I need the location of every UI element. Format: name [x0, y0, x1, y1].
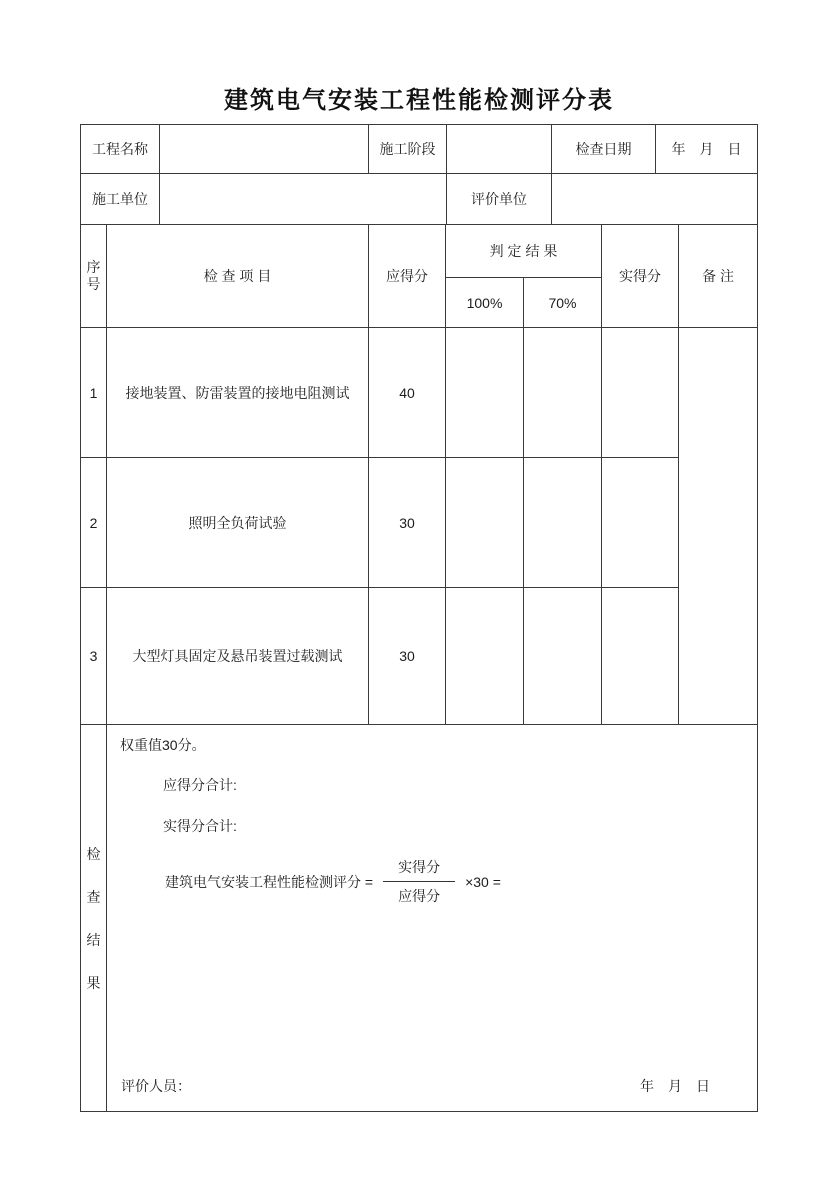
stage-field — [447, 125, 552, 174]
info-row-2 — [81, 174, 758, 225]
project-name-label: 工程名称 — [81, 125, 160, 174]
construction-unit-field — [160, 174, 447, 225]
expected-total-label: 应得分合计: — [163, 777, 237, 793]
inspection-result-section — [80, 724, 758, 1112]
row-actual-score-cell — [602, 588, 679, 725]
result-label-char-3: 结 — [86, 931, 101, 948]
col-header-index — [81, 225, 107, 328]
col-header-judgement-100: 100% — [446, 278, 524, 328]
inspection-result-content — [107, 725, 757, 1111]
row-judgement-70-cell — [524, 328, 602, 458]
result-label-char-1: 检 — [86, 845, 101, 862]
formula-suffix: ×30 = — [465, 873, 501, 890]
row-expected-score: 30 — [369, 458, 446, 588]
row-judgement-100-cell — [446, 328, 524, 458]
stage-label: 施工阶段 — [369, 125, 447, 174]
formula-prefix: 建筑电气安装工程性能检测评分 = — [165, 873, 374, 890]
remark-merged-cell — [679, 328, 758, 725]
inspection-result-label — [81, 725, 107, 1111]
evaluation-unit-field — [552, 174, 758, 225]
project-name-field — [160, 125, 369, 174]
evaluation-unit-label: 评价单位 — [447, 174, 552, 225]
row-item: 照明全负荷试验 — [107, 458, 369, 588]
row-index: 1 — [81, 328, 107, 458]
check-date-label: 检查日期 — [552, 125, 656, 174]
row-actual-score-cell — [602, 458, 679, 588]
evaluator-label: 评价人员： — [121, 1078, 191, 1094]
row-item: 大型灯具固定及悬吊装置过载测试 — [107, 588, 369, 725]
row-judgement-70-cell — [524, 588, 602, 725]
col-header-judgement-70: 70% — [524, 278, 602, 328]
evaluation-date: 年 月 日 — [640, 1078, 710, 1094]
row-judgement-100-cell — [446, 588, 524, 725]
score-header-row-1 — [81, 225, 758, 278]
col-header-remark: 备 注 — [679, 225, 758, 328]
formula-denominator: 应得分 — [398, 888, 441, 904]
page-title: 建筑电气安装工程性能检测评分表 — [224, 87, 614, 114]
row-judgement-70-cell — [524, 458, 602, 588]
weight-note: 权重值30分。 — [120, 737, 206, 753]
formula-numerator: 实得分 — [383, 857, 455, 882]
construction-unit-label: 施工单位 — [81, 174, 160, 225]
row-index: 3 — [81, 588, 107, 725]
col-header-judgement: 判 定 结 果 — [446, 225, 602, 278]
row-judgement-100-cell — [446, 458, 524, 588]
row-expected-score: 30 — [369, 588, 446, 725]
score-table — [80, 224, 758, 725]
info-table — [80, 124, 758, 225]
col-header-actual: 实得分 — [602, 225, 679, 328]
table-row — [81, 588, 758, 725]
formula-fraction — [383, 857, 455, 906]
col-header-expected: 应得分 — [369, 225, 446, 328]
row-item: 接地装置、防雷装置的接地电阻测试 — [107, 328, 369, 458]
row-actual-score-cell — [602, 328, 679, 458]
col-header-index-char-1: 序 — [86, 259, 101, 276]
row-index: 2 — [81, 458, 107, 588]
col-header-item: 检 查 项 目 — [107, 225, 369, 328]
info-row-1 — [81, 125, 758, 174]
row-expected-score: 40 — [369, 328, 446, 458]
actual-total-label: 实得分合计: — [163, 818, 237, 834]
table-row — [81, 328, 758, 458]
result-label-char-2: 查 — [86, 888, 101, 905]
evaluator-line — [121, 1076, 710, 1096]
col-header-index-char-2: 号 — [86, 276, 101, 292]
result-label-char-4: 果 — [86, 974, 101, 991]
check-date-field: 年 月 日 — [656, 125, 758, 174]
score-formula — [165, 857, 501, 906]
form-table — [80, 124, 758, 1112]
table-row — [81, 458, 758, 588]
